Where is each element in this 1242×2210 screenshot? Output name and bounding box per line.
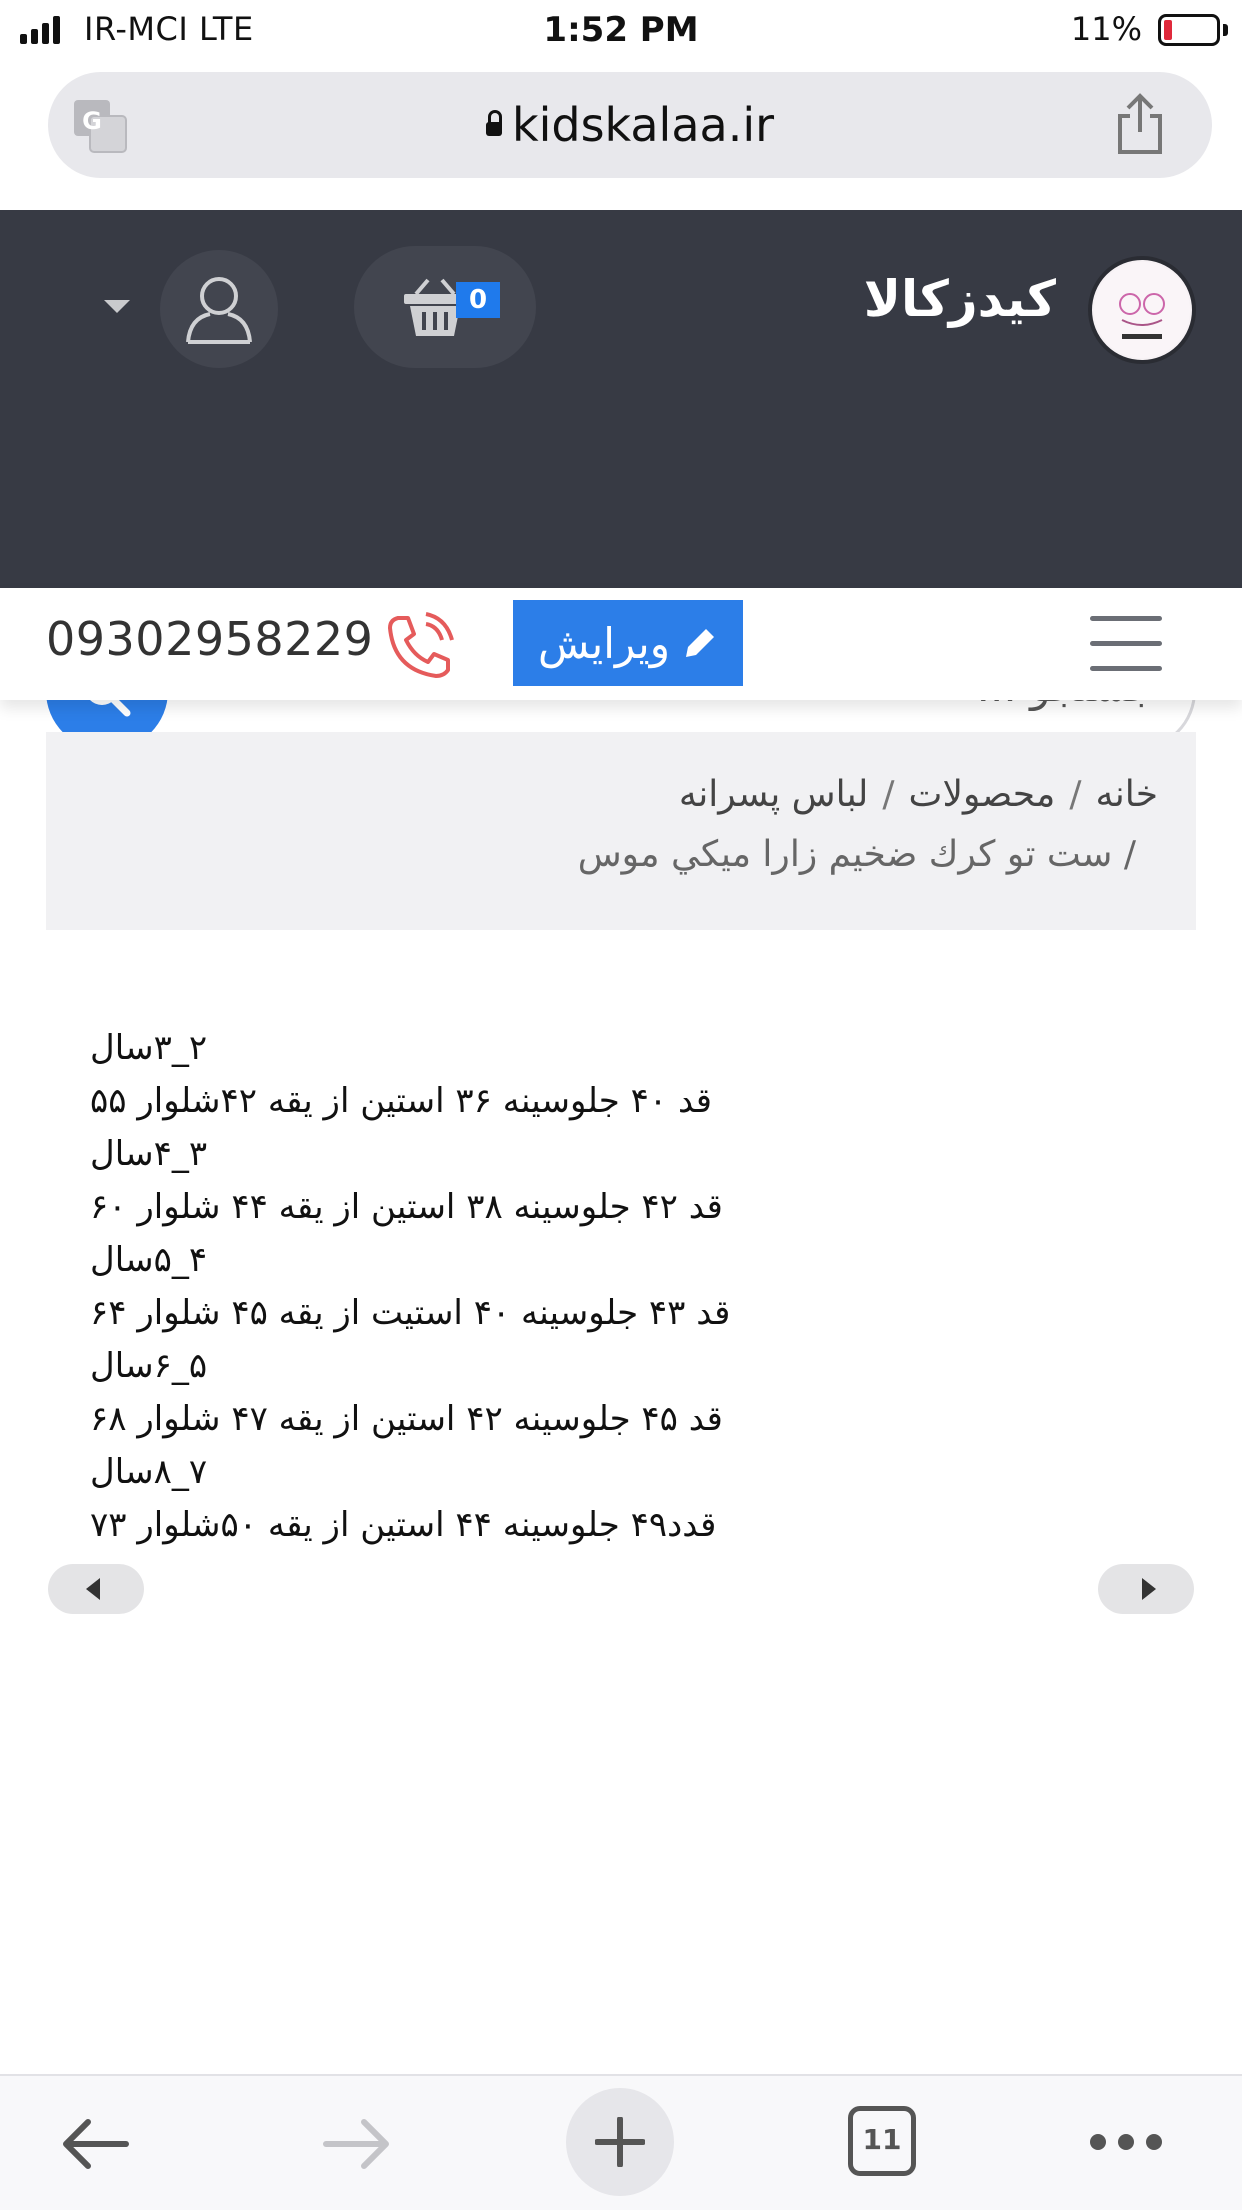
breadcrumb-boys-clothing[interactable]: لباس پسرانه xyxy=(678,774,869,815)
text-line: ۴_۵سال xyxy=(90,1240,208,1280)
text-line: قد ۴۳ جلوسینه ۴۰ استیت از یقه ۴۵ شلوار ۶۴ xyxy=(90,1293,731,1333)
text-line: ۳_۴سال xyxy=(90,1134,208,1174)
plus-icon xyxy=(595,2117,645,2167)
breadcrumb xyxy=(46,732,1196,930)
forward-arrow-icon[interactable] xyxy=(322,2114,394,2174)
status-time: 1:52 PM xyxy=(543,10,699,50)
tab-switcher-button[interactable]: 11 xyxy=(848,2106,916,2176)
breadcrumb-current: / ست تو کرك ضخیم زارا میکي موس xyxy=(577,834,1136,875)
status-bar xyxy=(0,0,1242,62)
text-line: قد ۴۰ جلوسینه ۳۶ استین از یقه ۴۲شلوار ۵۵ xyxy=(90,1081,713,1121)
share-icon[interactable] xyxy=(1112,92,1168,156)
url-label: kidskalaa.ir xyxy=(511,98,775,152)
user-icon xyxy=(184,272,254,344)
battery-icon xyxy=(1158,14,1220,46)
phone-icon[interactable] xyxy=(384,610,456,682)
lock-icon xyxy=(486,122,502,136)
text-line: ۷_۸سال xyxy=(90,1452,208,1492)
caret-down-icon[interactable] xyxy=(104,300,130,313)
site-logo[interactable] xyxy=(1088,256,1196,364)
arrow-left-icon xyxy=(86,1578,100,1600)
text-line: قد ۴۲ جلوسینه ۳۸ استین از یقه ۴۴ شلوار ۶۰ xyxy=(90,1187,723,1227)
pencil-icon xyxy=(682,625,718,661)
site-header xyxy=(0,210,1242,588)
scroll-left-button[interactable] xyxy=(48,1564,144,1614)
text-line: ۲_۳سال xyxy=(90,1028,208,1068)
site-name[interactable]: کیدزکالا xyxy=(863,270,1056,328)
text-line: ۵_۶سال xyxy=(90,1346,208,1386)
address-bar[interactable] xyxy=(48,72,1212,178)
svg-text:G: G xyxy=(82,107,102,135)
battery-percent: 11% xyxy=(1070,10,1142,48)
carrier-label: IR-MCI LTE xyxy=(84,10,254,48)
new-tab-button[interactable] xyxy=(566,2088,674,2196)
browser-bottom-bar xyxy=(0,2074,1242,2210)
breadcrumb-separator: / xyxy=(882,774,895,815)
breadcrumb-separator: / xyxy=(1069,774,1082,815)
arrow-right-icon xyxy=(1142,1578,1156,1600)
breadcrumb-products[interactable]: محصولات xyxy=(908,774,1056,815)
user-account-button[interactable] xyxy=(160,250,278,368)
more-icon[interactable] xyxy=(1090,2134,1162,2154)
scroll-right-button[interactable] xyxy=(1098,1564,1194,1614)
text-line: قدد۴۹ جلوسینه ۴۴ استین از یقه ۵۰شلوار ۷۳ xyxy=(90,1505,717,1545)
breadcrumb-home[interactable]: خانه xyxy=(1095,774,1158,815)
contact-toolbar xyxy=(0,588,1242,700)
url-text[interactable] xyxy=(48,98,1212,152)
battery-nub xyxy=(1223,24,1228,36)
cart-count-badge: 0 xyxy=(456,282,500,318)
breadcrumb-trail xyxy=(679,774,1158,815)
phone-number[interactable]: 09302958229 xyxy=(46,612,374,666)
edit-button[interactable] xyxy=(513,600,743,686)
size-chart-text xyxy=(90,1022,890,1552)
text-line: قد ۴۵ جلوسینه ۴۲ استین از یقه ۴۷ شلوار ۶۸ xyxy=(90,1399,723,1439)
edit-button-label: ویرایش xyxy=(537,618,671,668)
cart-button[interactable] xyxy=(354,246,536,368)
back-arrow-icon[interactable] xyxy=(58,2114,130,2174)
hamburger-icon[interactable] xyxy=(1090,616,1162,672)
